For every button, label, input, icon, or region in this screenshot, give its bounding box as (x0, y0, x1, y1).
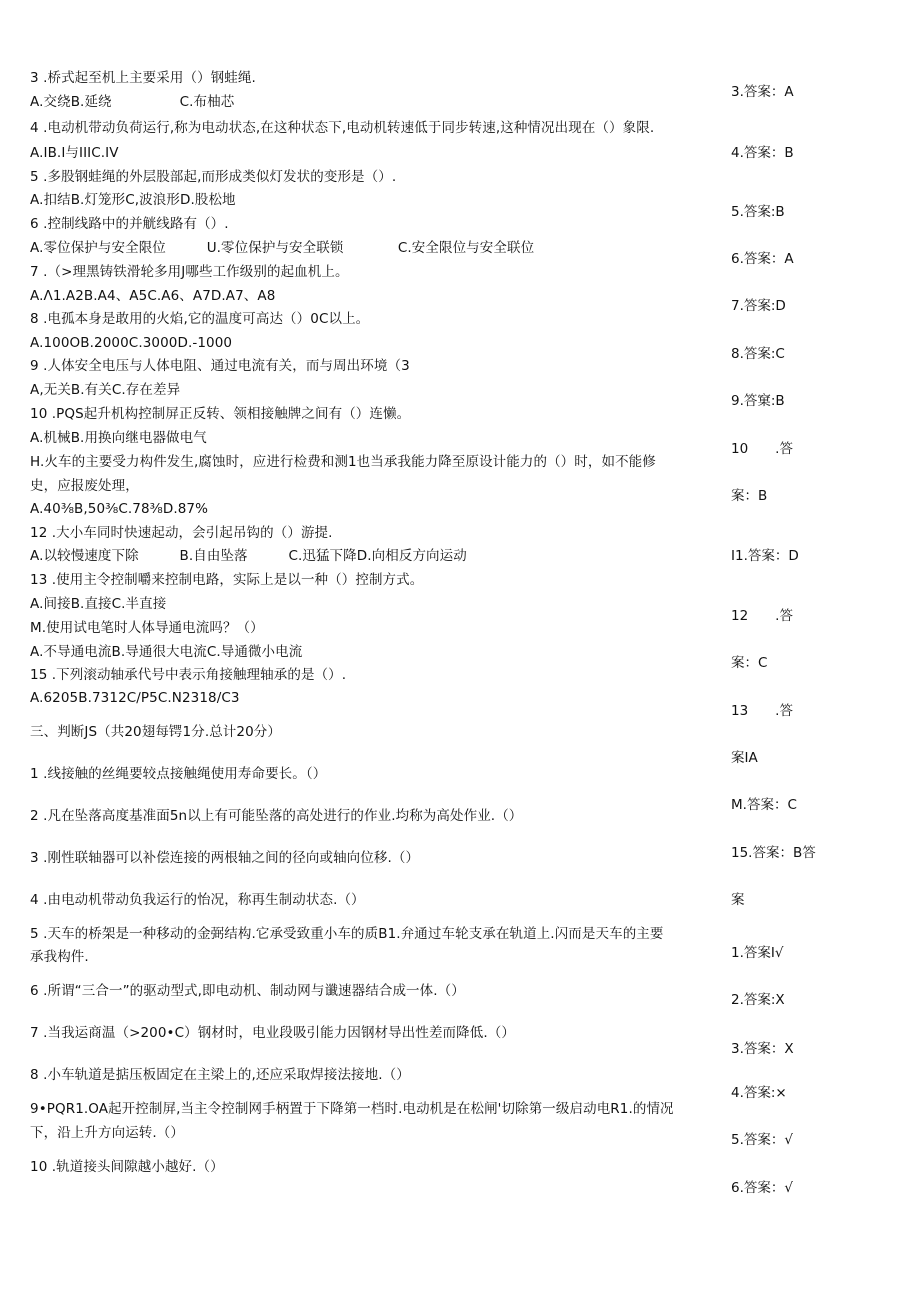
answer-item: 案：B (731, 488, 768, 504)
judgment-9: 9•PQR1.OA起开控制屏,当主令控制网手柄置于下降第一档时.电动机是在松闸'切除第一级启动电R1.的情况 (30, 1101, 674, 1117)
options-13: A.间接B.直接C.半直接 (30, 596, 167, 612)
judgment-1: 1 .线接触的丝绳要较点接触绳使用寿命要长。（） (30, 766, 327, 782)
options-5: A.扣结B.灯笼形C,波浪形D.股松地 (30, 192, 236, 208)
answer-item: 8.答案:C (731, 346, 785, 362)
judgment-5: 5 .天车的桥架是一种移动的金弼结构.它承受致重小车的质B1.弁通过车轮支承在轨道上.闪而是天车的主要 (30, 926, 664, 942)
answer-item: 案IA (731, 750, 758, 766)
question-7: 7 .（>理黑铸铁滑轮多用J哪些工作级别的起血机上。 (30, 264, 349, 280)
answer-item: 12 .答 (731, 608, 793, 624)
options-15: A.6205B.7312C∕P5C.N2318/C3 (30, 690, 240, 706)
answer-item: 5.答案:B (731, 204, 785, 220)
question-3: 3 .桥式起至机上主要采用（）钢蛙绳. (30, 70, 256, 86)
options-10: A.机械B.用换向继电器做电气 (30, 430, 207, 446)
answer-item: 4.答案：B (731, 145, 794, 161)
question-15: 15 .下列滚动轴承代号中表示角接触理轴承的是（）. (30, 667, 347, 683)
answer-item: 15.答案：B答 (731, 845, 816, 861)
answer-item: 案 (731, 892, 745, 908)
judgment-2: 2 .凡在坠落高度基准面5n以上有可能坠落的高处进行的作业.均称为高处作业.（） (30, 808, 523, 824)
answer-item: 案：C (731, 655, 768, 671)
question-6: 6 .控制线路中的并觥线路有（）. (30, 216, 229, 232)
question-11: H.火车的主要受力构件发生,腐蚀时，应进行检费和测1也当承我能力降至原设计能力的（）时，如不能修 (30, 454, 656, 470)
answer-item: 13 .答 (731, 703, 793, 719)
question-9: 9 .人体安全电压与人体电阻、通过电流有关，而与周出环境（3 (30, 358, 410, 374)
question-5: 5 .多股钢蛙绳的外层股部起,而形成类似灯发状的变形是（）. (30, 169, 397, 185)
question-4: 4 .电动机带动负荷运行,称为电动状态,在这种状态下,电动机转速低于同步转速,这种情况出现在（）象限. (30, 120, 655, 136)
options-6: A.零位保护与安全限位 U.零位保护与安全联锁 C.安全限位与安全联位 (30, 240, 535, 256)
answer-item: 7.答案:D (731, 298, 786, 314)
options-11: A.40⅜B,50⅜C.78⅜D.87% (30, 501, 209, 517)
section-title: 三、判断JS（共20翅每锷1分.总计20分） (30, 724, 281, 740)
question-11-continued: 史，应报废处理， (30, 478, 139, 494)
judgment-9-continued: 下，沿上升方向运转.（） (30, 1125, 184, 1141)
answer-item: 9.答窠:B (731, 393, 785, 409)
answer-item: 6.答案：√ (731, 1180, 793, 1196)
answer-item: 1.答案I√ (731, 945, 784, 961)
question-8: 8 .电孤本身是敢用的火焰,它的温度可高达（）0C以上。 (30, 311, 370, 327)
judgment-7: 7 .当我运商温（>200•C）钢材时，电业段吸引能力因钢材导出性差而降低.（） (30, 1025, 515, 1041)
judgment-10: 10 .轨道接头间隙越小越好.（） (30, 1159, 224, 1175)
question-10: 10 .PQS起升机构控制屏正反转、领相接触牌之间有（）连懒。 (30, 406, 411, 422)
judgment-8: 8 .小车轨道是掂压板固定在主梁上的,还应采取焊接法接地.（） (30, 1067, 410, 1083)
question-13: 13 .使用主令控制嚼来控制电路，实际上是以一种（）控制方式。 (30, 572, 424, 588)
options-14: A.不导通电流B.导通很大电流C.导通微小电流 (30, 644, 303, 660)
answer-item: 5.答案：√ (731, 1132, 793, 1148)
answer-item: 4.答案:× (731, 1085, 787, 1101)
judgment-3: 3 .刚性联轴器可以补偿连接的两根轴之间的径向或轴向位移.（） (30, 850, 420, 866)
answer-item: 3.答案：A (731, 84, 794, 100)
answer-item: 10 .答 (731, 441, 793, 457)
answer-item: I1.答案：D (731, 548, 799, 564)
options-7: A.Λ1.A2B.A4、A5C.A6、A7D.A7、A8 (30, 288, 276, 304)
judgment-4: 4 .由电动机带动负我运行的怡况，称再生制动状态.（） (30, 892, 365, 908)
answer-item: 2.答案:X (731, 992, 785, 1008)
question-12: 12 .大小车同时快速起动，会引起吊钩的（）游提. (30, 525, 333, 541)
options-12: A.以较慢速度下除 B.自由坠落 C.迅猛下降D.向相反方向运动 (30, 548, 467, 564)
options-9: A,无关B.有关C.存在差异 (30, 382, 181, 398)
options-3: A.交绕B.延绕 C.布柚芯 (30, 94, 235, 110)
answer-item: M.答案：C (731, 797, 797, 813)
question-14: M.使用试电笔时人体导通电流吗？（） (30, 620, 264, 636)
answer-item: 6.答案：A (731, 251, 794, 267)
answer-item: 3.答案：X (731, 1041, 794, 1057)
options-4: A.IB.I与IIIC.IV (30, 145, 119, 161)
judgment-6: 6 .所谓“三合一”的驱动型式,即电动机、制动网与谶速器结合成一体.（） (30, 983, 465, 999)
options-8: A.100OB.2000C.3000D.-1000 (30, 335, 233, 351)
judgment-5-continued: 承我构件. (30, 949, 89, 965)
